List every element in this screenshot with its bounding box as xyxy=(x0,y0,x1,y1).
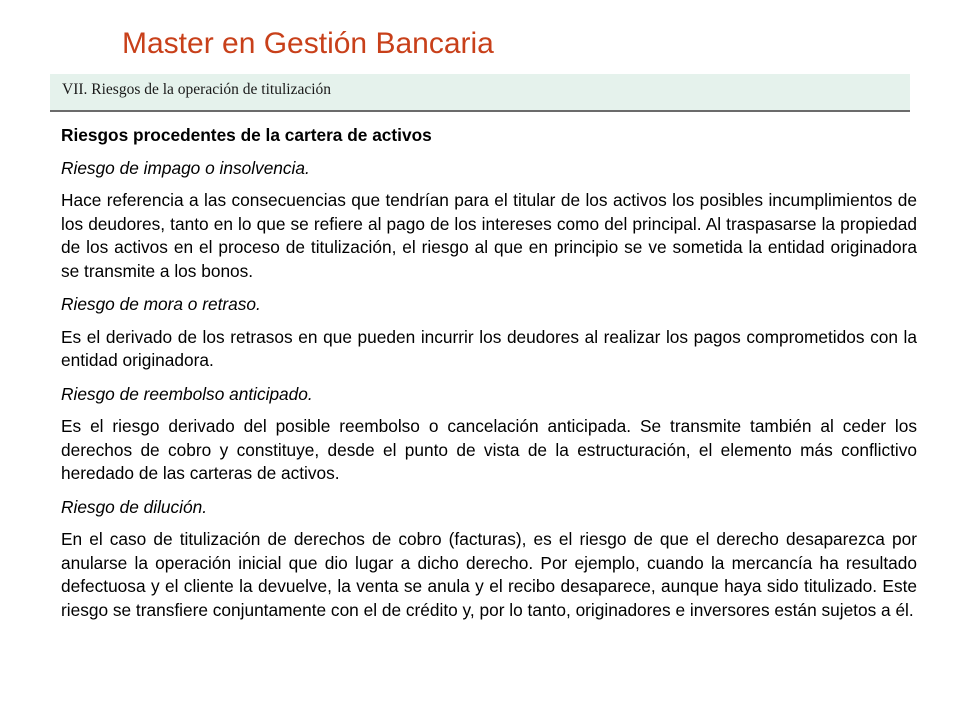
section-title: VII. Riesgos de la operación de titulización xyxy=(62,81,332,98)
section-header-bar xyxy=(50,74,910,112)
risk-description-impago: Hace referencia a las consecuencias que tendrían para el titular de los activos los posibles incumplimientos de los deudores, tanto en lo que se refiere al pago de los intereses como del principal. Al traspasarse la propiedad de los activos en el proceso de titulización, el riesgo al que en principio se ve sometida la entidad originadora se transmite a los bonos. xyxy=(61,190,917,281)
slide-content xyxy=(61,124,917,632)
risk-title-impago: Riesgo de impago o insolvencia. xyxy=(61,157,310,178)
risk-title-dilucion: Riesgo de dilución. xyxy=(61,496,208,517)
content-heading: Riesgos procedentes de la cartera de activos xyxy=(61,125,432,145)
risk-description-dilucion: En el caso de titulización de derechos de cobro (facturas), es el riesgo de que el derecho desaparezca por anularse la operación inicial que dio lugar a dicho derecho. Por ejemplo, cuando la mercancía ha resultado defectuosa y el cliente la devuelve, la venta se anula y el recibo desaparece, aunque haya sido titulizado. Este riesgo se transfiere conjuntamente con el de crédito y, por lo tanto, originadores e inversores están sujetos a él. xyxy=(61,529,917,620)
risk-description-reembolso: Es el riesgo derivado del posible reembolso o cancelación anticipada. Se transmite también al ceder los derechos de cobro y constituye, desde el punto de vista de la estructuración, el elemento más conflictivo heredado de las carteras de activos. xyxy=(61,416,917,483)
slide-title: Master en Gestión Bancaria xyxy=(122,27,494,60)
risk-title-reembolso: Riesgo de reembolso anticipado. xyxy=(61,383,313,404)
risk-title-mora: Riesgo de mora o retraso. xyxy=(61,294,261,314)
risk-description-mora: Es el derivado de los retrasos en que pueden incurrir los deudores al realizar los pagos comprometidos con la entidad originadora. xyxy=(61,326,917,370)
